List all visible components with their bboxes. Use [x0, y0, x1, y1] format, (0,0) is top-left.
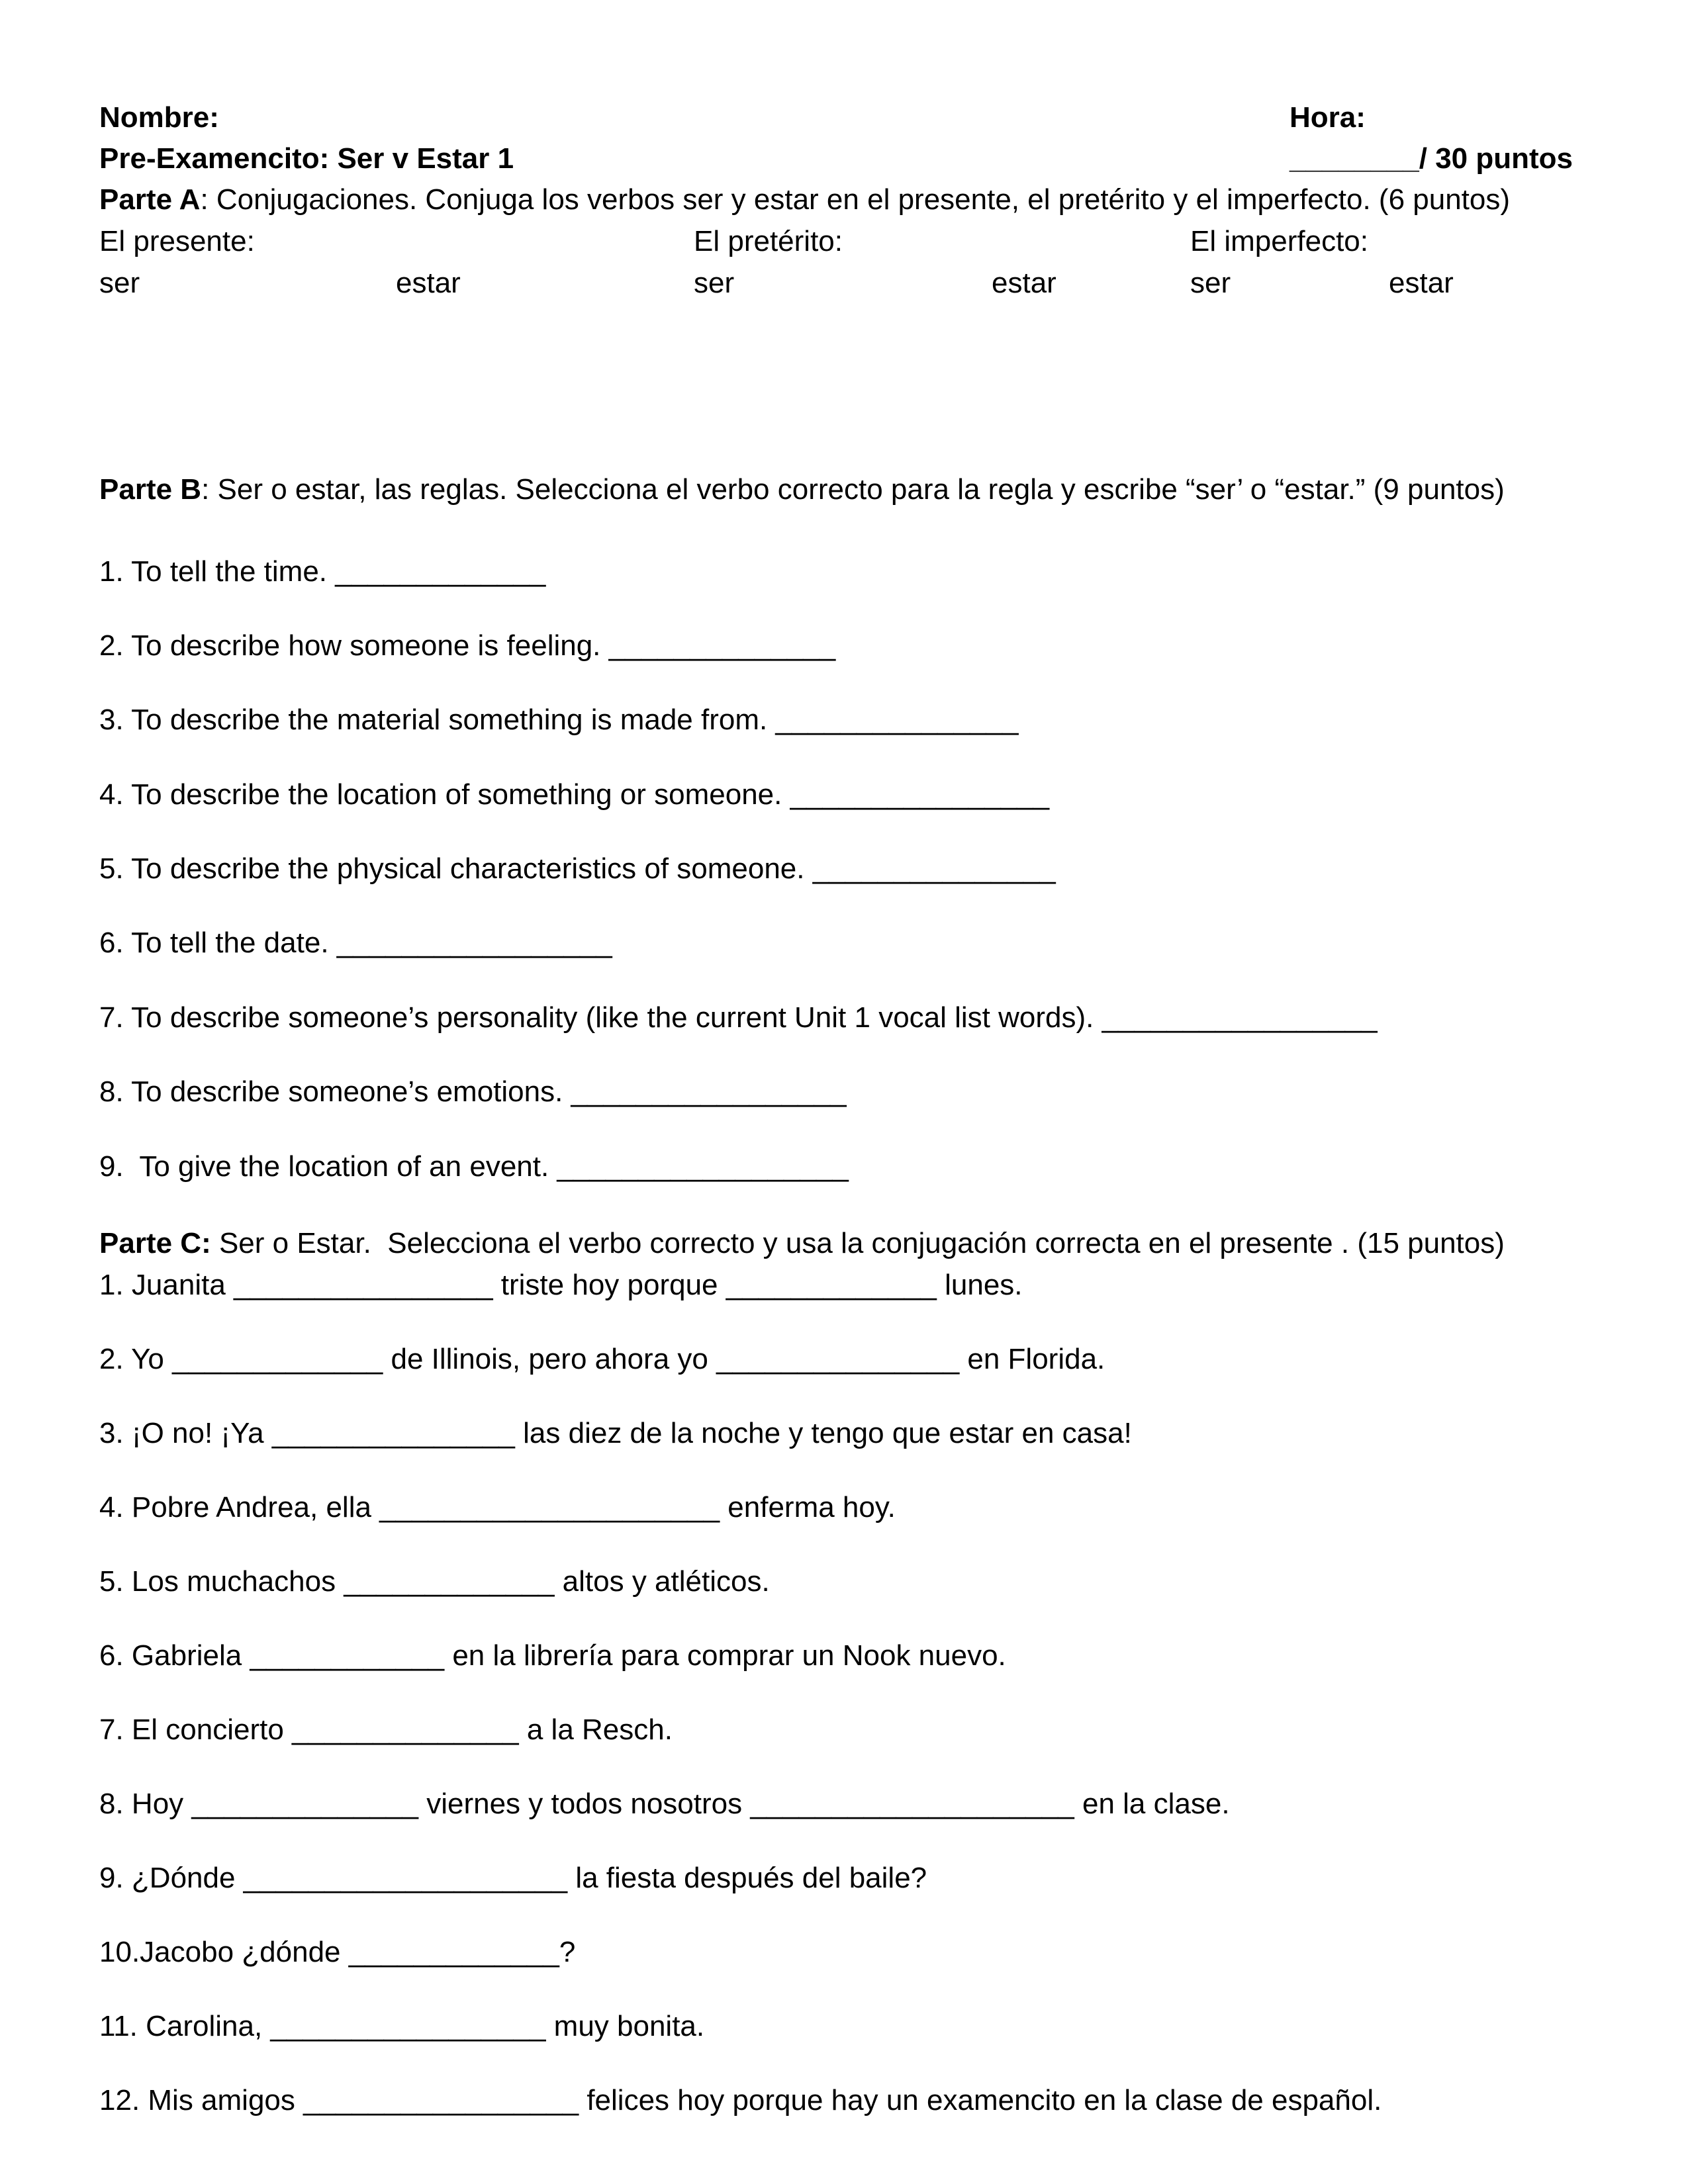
parte-c-heading — [99, 1226, 1505, 1261]
parte-c-item: 5. Los muchachos _____________ altos y atléticos. — [99, 1565, 770, 1598]
nombre-label: Nombre: — [99, 101, 219, 134]
parte-b-instructions: : Ser o estar, las reglas. Selecciona el verbo correcto para la regla y escribe “ser’ o “estar.” (9 puntos) — [201, 473, 1505, 506]
score-line: ________/ 30 puntos — [1289, 142, 1573, 175]
parte-b-item: 5. To describe the physical characteristics of someone. _______________ — [99, 852, 1056, 885]
hora-label: Hora: — [1289, 101, 1366, 134]
parte-b-item: 4. To describe the location of something or someone. ________________ — [99, 778, 1050, 811]
parte-c-item: 11. Carolina, _________________ muy bonita. — [99, 2010, 705, 2042]
parte-c-item: 12. Mis amigos _________________ felices hoy porque hay un examencito en la clase de español. — [99, 2084, 1382, 2116]
tense-presente: El presente: — [99, 225, 255, 257]
parte-b-heading — [99, 473, 1505, 507]
verb-presente-estar: estar — [396, 267, 461, 299]
parte-b-item: 7. To describe someone’s personality (like the current Unit 1 vocal list words). _________________ — [99, 1001, 1378, 1034]
verb-imperfecto-estar: estar — [1389, 267, 1454, 299]
verb-preterito-estar: estar — [992, 267, 1056, 299]
parte-b-item: 6. To tell the date. _________________ — [99, 927, 612, 959]
quiz-title: Pre-Examencito: Ser v Estar 1 — [99, 142, 514, 175]
verb-preterito-ser: ser — [694, 267, 735, 299]
verb-presente-ser: ser — [99, 267, 140, 299]
parte-b-item: 3. To describe the material something is made from. _______________ — [99, 704, 1019, 736]
parte-c-label: Parte C: — [99, 1227, 211, 1259]
parte-b-label: Parte B — [99, 473, 202, 506]
parte-c-item: 1. Juanita ________________ triste hoy porque _____________ lunes. — [99, 1269, 1023, 1301]
parte-c-item: 8. Hoy ______________ viernes y todos nosotros ____________________ en la clase. — [99, 1788, 1230, 1820]
parte-b-item: 1. To tell the time. _____________ — [99, 555, 546, 588]
parte-c-item: 7. El concierto ______________ a la Resch. — [99, 1713, 673, 1746]
tense-preterito: El pretérito: — [694, 225, 843, 257]
parte-b-item: 8. To describe someone’s emotions. _________________ — [99, 1075, 847, 1108]
parte-c-item: 6. Gabriela ____________ en la librería para comprar un Nook nuevo. — [99, 1639, 1006, 1672]
parte-c-item: 10.Jacobo ¿dónde _____________? — [99, 1936, 576, 1968]
parte-c-item: 2. Yo _____________ de Illinois, pero ahora yo _______________ en Florida. — [99, 1343, 1105, 1375]
parte-c-item: 9. ¿Dónde ____________________ la fiesta después del baile? — [99, 1862, 927, 1894]
parte-b-item: 2. To describe how someone is feeling. ______________ — [99, 629, 836, 662]
parte-a-instructions: : Conjugaciones. Conjuga los verbos ser y estar en el presente, el pretérito y el imperfecto. (6 puntos) — [200, 183, 1511, 216]
parte-c-item: 4. Pobre Andrea, ella _____________________ enferma hoy. — [99, 1491, 896, 1524]
parte-a-label: Parte A — [99, 183, 201, 216]
parte-a-heading — [99, 183, 1510, 217]
verb-imperfecto-ser: ser — [1190, 267, 1231, 299]
parte-b-item: 9. To give the location of an event. __________________ — [99, 1150, 849, 1183]
parte-c-instructions: Ser o Estar. Selecciona el verbo correcto y usa la conjugación correcta en el presente . (15 puntos) — [211, 1227, 1505, 1259]
tense-imperfecto: El imperfecto: — [1190, 225, 1368, 257]
parte-c-item: 3. ¡O no! ¡Ya _______________ las diez de la noche y tengo que estar en casa! — [99, 1417, 1132, 1449]
